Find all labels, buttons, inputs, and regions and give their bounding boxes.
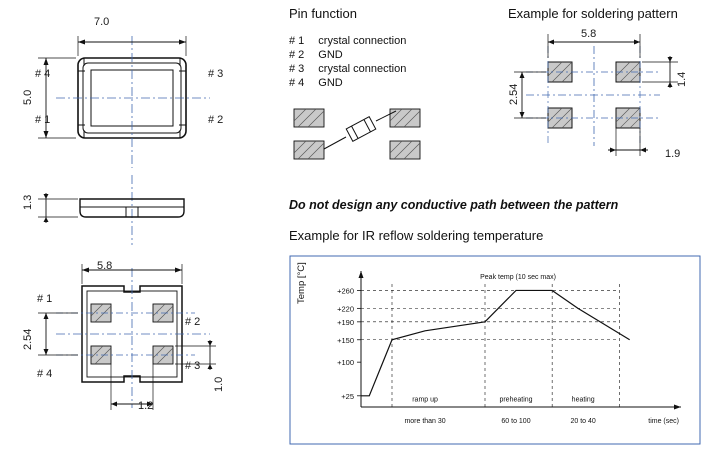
pin-desc: GND — [318, 49, 343, 61]
pin-function-table — [289, 35, 406, 91]
svg-text:+150: +150 — [337, 335, 354, 345]
svg-text:20 to 40: 20 to 40 — [570, 418, 596, 425]
soldering-pad-width-dim: 1.9 — [665, 148, 681, 160]
top-view-height-dim: 5.0 — [22, 89, 34, 105]
pin-label: # 2 — [289, 49, 305, 61]
top-view-pin-3: # 3 — [208, 68, 224, 80]
svg-text:+25: +25 — [341, 391, 354, 401]
pin-label: # 1 — [289, 35, 305, 47]
top-view-width-dim: 7.0 — [94, 16, 110, 28]
svg-text:60 to 100: 60 to 100 — [501, 418, 531, 425]
top-view-pin-2: # 2 — [208, 114, 224, 126]
bottom-view-drawing — [20, 258, 250, 438]
soldering-pitch-dim: 2.54 — [508, 83, 520, 105]
pin-desc: crystal connection — [318, 63, 407, 75]
soldering-pad-height-dim: 1.4 — [676, 71, 688, 87]
bottom-view-pin-2: # 2 — [185, 316, 201, 328]
bottom-view-width-dim: 5.8 — [97, 260, 113, 272]
svg-text:ramp up: ramp up — [412, 396, 438, 404]
svg-text:+220: +220 — [337, 304, 354, 314]
svg-text:+190: +190 — [337, 317, 354, 327]
table-row — [289, 63, 406, 77]
table-row — [289, 49, 406, 63]
table-row — [289, 35, 406, 49]
bottom-view-pin-4: # 4 — [37, 368, 53, 380]
soldering-pattern-drawing — [498, 28, 703, 168]
svg-text:preheating: preheating — [499, 396, 533, 404]
bottom-view-pad-width-dim: 1.2 — [138, 400, 154, 412]
top-view-pin-4: # 4 — [35, 68, 51, 80]
svg-text:+260: +260 — [337, 286, 354, 296]
crystal-connection-sketch — [288, 103, 438, 165]
table-row — [289, 77, 406, 91]
pin-label: # 4 — [289, 77, 305, 89]
bottom-view-pin-3: # 3 — [185, 360, 201, 372]
top-view-drawing — [20, 18, 250, 178]
svg-text:+100: +100 — [337, 358, 354, 368]
bottom-view-pad-height-dim: 1.0 — [213, 376, 225, 392]
svg-text:heating: heating — [571, 396, 595, 404]
reflow-chart — [289, 255, 701, 445]
pin-label: # 3 — [289, 63, 305, 75]
bottom-view-pitch-dim: 2.54 — [22, 328, 34, 350]
chart-ylabel: Temp [°C] — [296, 262, 307, 304]
conductive-path-note: Do not design any conductive path between the pattern — [289, 198, 619, 212]
pin-function-title: Pin function — [289, 6, 357, 21]
top-view-pin-1: # 1 — [35, 114, 51, 126]
side-view-height-dim: 1.3 — [22, 194, 34, 210]
pin-desc: GND — [318, 77, 343, 89]
pin-desc: crystal connection — [318, 35, 407, 47]
bottom-view-pin-1: # 1 — [37, 293, 53, 305]
soldering-pattern-title: Example for soldering pattern — [508, 6, 678, 21]
svg-text:more than 30: more than 30 — [404, 418, 446, 425]
svg-text:Peak temp (10 sec max): Peak temp (10 sec max) — [480, 274, 557, 282]
reflow-title: Example for IR reflow soldering temperature — [289, 228, 544, 243]
side-view-drawing — [20, 175, 250, 245]
soldering-width-dim: 5.8 — [581, 28, 597, 40]
svg-text:time (sec): time (sec) — [648, 418, 680, 425]
